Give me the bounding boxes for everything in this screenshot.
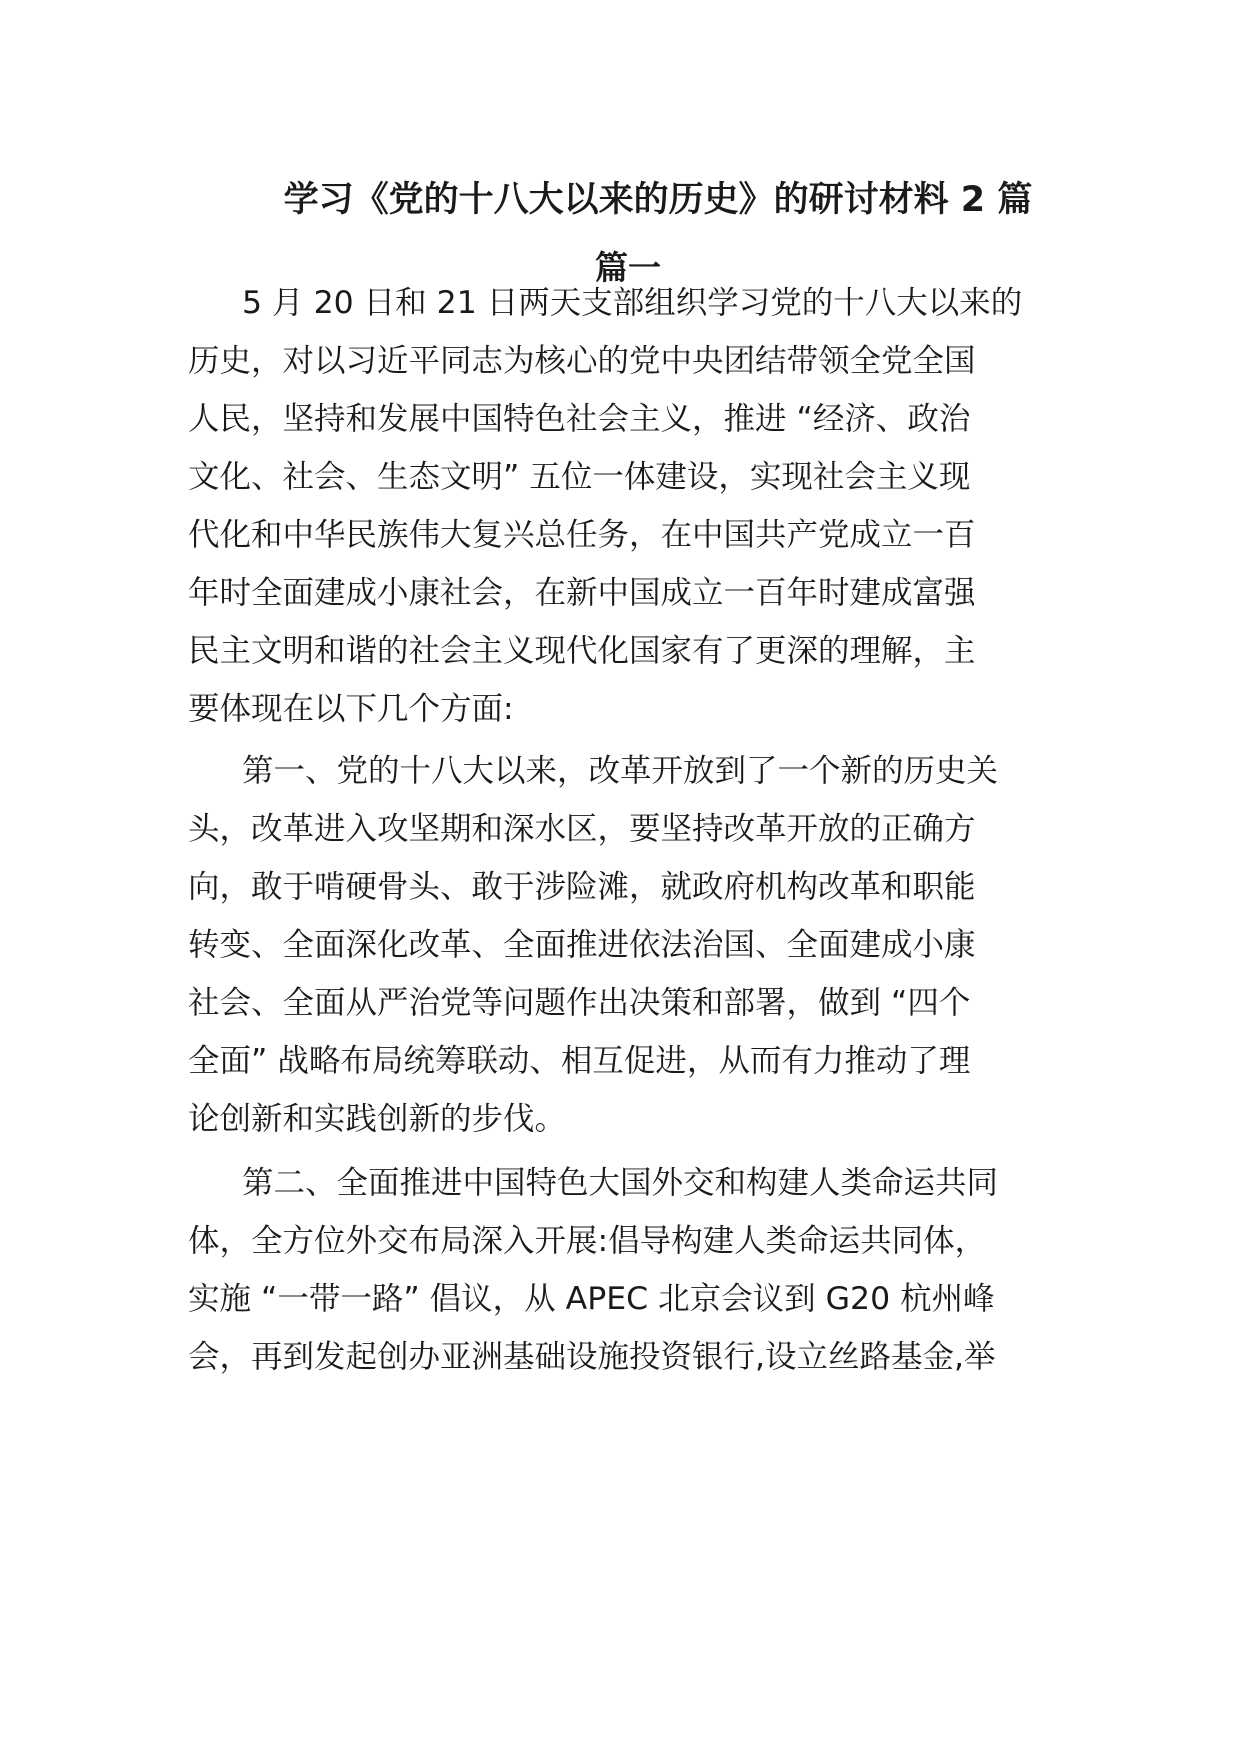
paragraph-1-line-6: 年时全面建成小康社会，在新中国成立一百年时建成富强	[188, 575, 976, 611]
paragraph-3-line-3: 实施 “一带一路” 倡议，从 APEC 北京会议到 G20 杭州峰	[188, 1281, 995, 1317]
paragraph-1-line-8: 要体现在以下几个方面:	[188, 691, 514, 727]
paragraph-1-line-7: 民主文明和谐的社会主义现代化国家有了更深的理解，主	[188, 633, 976, 669]
paragraph-3-line-4: 会，再到发起创办亚洲基础设施投资银行,设立丝路基金,举	[188, 1339, 996, 1375]
paragraph-2-line-5: 社会、全面从严治党等问题作出决策和部署，做到 “四个	[188, 985, 971, 1021]
paragraph-3-line-2: 体，全方位外交布局深入开展:倡导构建人类命运共同体，	[188, 1223, 987, 1259]
paragraph-1-line-1: 5 月 20 日和 21 日两天支部组织学习党的十八大以来的	[242, 285, 1023, 321]
section-heading: 篇一	[595, 248, 661, 287]
paragraph-1-line-3: 人民，坚持和发展中国特色社会主义，推进 “经济、政治	[188, 401, 971, 437]
paragraph-2-line-4: 转变、全面深化改革、全面推进依法治国、全面建成小康	[188, 927, 976, 963]
paragraph-1-line-5: 代化和中华民族伟大复兴总任务，在中国共产党成立一百	[188, 517, 976, 553]
paragraph-2-line-6: 全面” 战略布局统筹联动、相互促进，从而有力推动了理	[188, 1043, 971, 1079]
document-title: 学习《党的十八大以来的历史》的研讨材料 2 篇	[283, 180, 1033, 220]
paragraph-2-line-3: 向，敢于啃硬骨头、敢于涉险滩，就政府机构改革和职能	[188, 869, 976, 905]
paragraph-2-line-2: 头，改革进入攻坚期和深水区，要坚持改革开放的正确方	[188, 811, 976, 847]
paragraph-3-line-1: 第二、全面推进中国特色大国外交和构建人类命运共同	[242, 1165, 999, 1201]
paragraph-1-line-2: 历史，对以习近平同志为核心的党中央团结带领全党全国	[188, 343, 976, 379]
paragraph-2-line-7: 论创新和实践创新的步伐。	[188, 1101, 567, 1137]
paragraph-1-line-4: 文化、社会、生态文明” 五位一体建设，实现社会主义现	[188, 459, 971, 495]
paragraph-2-line-1: 第一、党的十八大以来，改革开放到了一个新的历史关	[242, 753, 999, 789]
